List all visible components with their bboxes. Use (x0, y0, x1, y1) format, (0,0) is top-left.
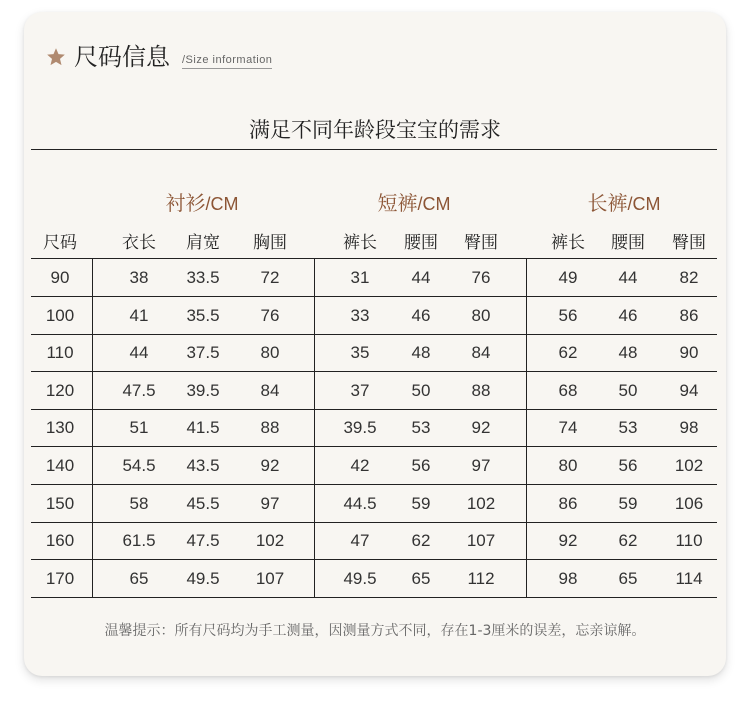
cell-pants-waist: 48 (618, 343, 638, 363)
cell-shorts-waist: 53 (411, 418, 431, 438)
cell-pants-hip: 94 (679, 380, 699, 400)
cell-shorts-waist: 65 (411, 568, 431, 588)
cell-shorts-length: 47 (350, 531, 370, 551)
table-row (31, 522, 717, 560)
cell-pants-hip: 110 (675, 531, 703, 551)
cell-shirt-shoulder: 45.5 (186, 493, 220, 513)
group-shirt (102, 187, 302, 216)
cell-pants-waist: 44 (618, 268, 638, 287)
cell-pants-length: 68 (558, 380, 578, 400)
cell-pants-hip: 82 (679, 268, 699, 287)
cell-shirt-shoulder: 47.5 (186, 531, 220, 551)
cell-shorts-length: 35 (350, 343, 370, 363)
cell-shirt-chest: 88 (260, 418, 280, 438)
cell-pants-length: 92 (558, 531, 578, 551)
cell-size: 160 (45, 531, 75, 551)
column-header-shirt-chest: 胸围 (253, 233, 287, 253)
cell-shirt-shoulder: 35.5 (186, 305, 220, 325)
column-header-shirt-shoulder: 肩宽 (186, 233, 220, 253)
cell-shirt-chest: 72 (260, 268, 280, 287)
cell-shirt-shoulder: 49.5 (186, 568, 220, 588)
cell-shorts-waist: 62 (411, 531, 431, 551)
group-pants (524, 187, 724, 216)
cell-shorts-hip: 107 (466, 531, 496, 551)
cell-shirt-shoulder: 33.5 (186, 268, 220, 287)
cell-pants-hip: 86 (679, 305, 699, 325)
cell-shorts-length: 42 (350, 456, 370, 475)
cell-shorts-waist: 46 (411, 305, 431, 325)
cell-shirt-length: 44 (129, 343, 149, 363)
cell-shorts-length: 31 (350, 268, 370, 287)
cell-size: 120 (45, 380, 75, 400)
cell-shirt-chest: 97 (260, 493, 280, 513)
cell-pants-hip: 90 (679, 343, 699, 363)
cell-shirt-shoulder: 39.5 (186, 380, 220, 400)
column-header-pants-waist: 腰围 (611, 233, 645, 253)
cell-shirt-chest: 76 (260, 305, 280, 325)
cell-shorts-waist: 50 (411, 380, 431, 400)
group-pants-name: 长裤 (587, 191, 628, 215)
cell-size: 90 (50, 268, 70, 287)
cell-shorts-hip: 84 (471, 343, 491, 363)
cell-shirt-length: 47.5 (122, 380, 156, 400)
size-info-card (24, 12, 726, 676)
group-shorts (314, 187, 514, 216)
column-header-pants-hip: 臀围 (672, 233, 706, 253)
measurement-note: 温馨提示：所有尺码均为手工测量，因测量方式不同，存在1-3厘米的误差，忘亲谅解。 (104, 623, 646, 639)
cell-shirt-shoulder: 43.5 (186, 456, 220, 475)
cell-pants-length: 80 (558, 456, 578, 475)
cell-pants-hip: 98 (679, 418, 699, 438)
cell-shorts-length: 44.5 (343, 493, 377, 513)
table-row (31, 447, 717, 485)
group-pants-unit: /CM (627, 194, 661, 214)
cell-shorts-length: 37 (350, 380, 370, 400)
cell-shorts-hip: 76 (471, 268, 491, 287)
cell-size: 150 (45, 493, 75, 513)
cell-pants-waist: 46 (618, 305, 638, 325)
star-icon (46, 47, 66, 67)
cell-shorts-length: 39.5 (343, 418, 377, 438)
cell-pants-length: 86 (558, 493, 578, 513)
column-divider (92, 258, 93, 597)
column-header-shorts-length: 裤长 (343, 233, 377, 253)
table-row (31, 485, 717, 523)
table-row (31, 409, 717, 447)
cell-shirt-chest: 107 (255, 568, 285, 588)
cell-shorts-length: 33 (350, 305, 370, 325)
cell-pants-length: 49 (558, 268, 578, 287)
cell-shorts-length: 49.5 (343, 568, 377, 588)
cell-shorts-waist: 59 (411, 493, 431, 513)
cell-shirt-length: 58 (129, 493, 149, 513)
table-row (31, 560, 717, 598)
group-shirt-name: 衬衫 (165, 191, 206, 215)
section-subtitle: /Size information (182, 54, 272, 69)
cell-shirt-shoulder: 41.5 (186, 418, 220, 438)
table-row (31, 334, 717, 372)
table-row (31, 372, 717, 410)
column-header-shirt-length: 衣长 (122, 233, 156, 253)
cell-shirt-chest: 84 (260, 380, 280, 400)
cell-pants-length: 74 (558, 418, 578, 438)
cell-shirt-length: 38 (129, 268, 149, 287)
cell-size: 170 (45, 568, 75, 588)
cell-pants-hip: 106 (674, 493, 704, 513)
cell-shorts-waist: 48 (411, 343, 431, 363)
table-caption: 满足不同年龄段宝宝的需求 (249, 118, 501, 142)
cell-pants-length: 98 (558, 568, 578, 588)
cell-pants-waist: 53 (618, 418, 638, 438)
cell-shorts-hip: 102 (466, 493, 496, 513)
group-shorts-unit: /CM (417, 194, 451, 214)
column-header-shorts-hip: 臀围 (464, 233, 498, 253)
cell-pants-waist: 50 (618, 380, 638, 400)
cell-size: 130 (45, 418, 75, 438)
column-header-shorts-waist: 腰围 (404, 233, 438, 253)
group-shorts-name: 短裤 (377, 191, 418, 215)
cell-shirt-length: 61.5 (122, 531, 156, 551)
cell-size: 100 (45, 305, 75, 325)
cell-size: 140 (45, 456, 75, 475)
cell-shirt-chest: 92 (260, 456, 280, 475)
cell-shorts-hip: 80 (471, 305, 491, 325)
cell-pants-hip: 114 (675, 568, 703, 588)
cell-pants-waist: 62 (618, 531, 638, 551)
cell-pants-waist: 56 (618, 456, 638, 475)
cell-pants-length: 56 (558, 305, 578, 325)
caption-divider (31, 149, 717, 150)
cell-shirt-length: 51 (129, 418, 149, 438)
table-row (31, 259, 717, 297)
column-header-pants-length: 裤长 (551, 233, 585, 253)
cell-shirt-length: 41 (129, 305, 149, 325)
cell-pants-waist: 59 (618, 493, 638, 513)
cell-shirt-length: 54.5 (122, 456, 156, 475)
column-divider (314, 258, 315, 597)
cell-shorts-hip: 97 (471, 456, 491, 475)
cell-pants-length: 62 (558, 343, 578, 363)
cell-shirt-chest: 80 (260, 343, 280, 363)
cell-shirt-length: 65 (129, 568, 149, 588)
cell-shirt-shoulder: 37.5 (186, 343, 220, 363)
cell-shorts-hip: 112 (467, 568, 495, 588)
cell-pants-waist: 65 (618, 568, 638, 588)
table-row (31, 297, 717, 335)
section-header (46, 40, 272, 72)
cell-shorts-hip: 92 (471, 418, 491, 438)
section-title: 尺码信息 (74, 43, 170, 71)
cell-size: 110 (46, 343, 74, 363)
cell-shirt-chest: 102 (255, 531, 285, 551)
group-shirt-unit: /CM (205, 194, 239, 214)
cell-pants-hip: 102 (674, 456, 704, 475)
cell-shorts-hip: 88 (471, 380, 491, 400)
column-divider (526, 258, 527, 597)
column-header-size: 尺码 (43, 233, 77, 253)
cell-shorts-waist: 56 (411, 456, 431, 475)
cell-shorts-waist: 44 (411, 268, 431, 287)
